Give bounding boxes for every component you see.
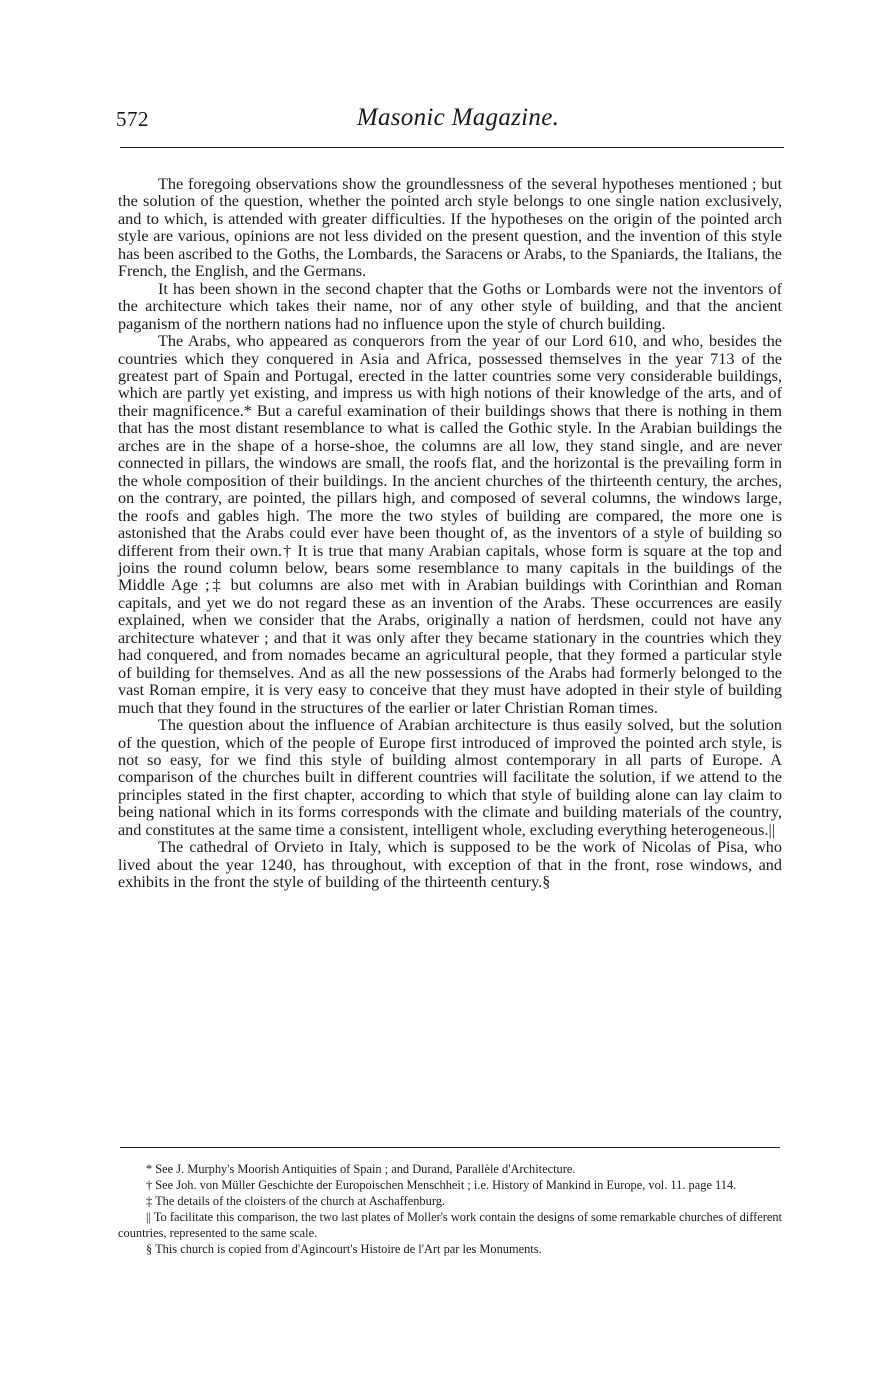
paragraph-2: It has been shown in the second chapter that the Goths or Lombards were not the inventors of the architecture which takes their name, nor of any other style of building, and that the ancient paganism of the northern nations had no influence upon the style of church building. <box>118 279 782 333</box>
footnote-rule <box>120 1147 780 1148</box>
paragraph-1: The foregoing observations show the groundlessness of the several hypotheses mentioned ; but the solution of the question, whether the pointed arch style belongs to one single nation exclusively, and to which, is attended with greater difficulties. If the hypotheses on the origin of the pointed arch style are various, opinions are not less divided on the present question, and the invention of this style has been ascribed to the Goths, the Lombards, the Saracens or Arabs, to the Spaniards, the Italians, the French, the English, and the Germans. <box>118 175 782 281</box>
running-title: Masonic Magazine. <box>356 104 560 131</box>
footnote-4: || To facilitate this comparison, the two last plates of Moller's work contain the designs of some remarkable churches of different countries, represented to the same scale. <box>118 1209 782 1240</box>
footnote-1: * See J. Murphy's Moorish Antiquities of Spain ; and Durand, Parallèle d'Architecture. <box>146 1162 576 1176</box>
paragraph-3: The Arabs, who appeared as conquerors from the year of our Lord 610, and who, besides the countries which they conquered in Asia and Africa, possessed themselves in the year 713 of the greatest part of Spain and Portugal, erected in the latter countries some very considerable buildings, which are partly yet existing, and impress us with high notions of their knowledge of the arts, and of their magnificence.* But a careful examination of their buildings shows that there is nothing in them that has the most distant resemblance to what is called the Gothic style. In the Arabian buildings the arches are in the shape of a horse-shoe, the columns are all low, they stand single, and are never connected in pillars, the windows are small, the roofs flat, and the horizontal is the prevailing form in the whole composition of their buildings. In the ancient churches of the thirteenth century, the arches, on the contrary, are pointed, the pillars high, and composed of several columns, the windows large, the roofs and gables high. The more the two styles of building are compared, the more one is astonished that the Arabs could ever have been thought of, as the inventors of a style of building so different from their own.† It is true that many Arabian capitals, whose form is square at the top and joins the round column below, bears some resemblance to many capitals in the buildings of the Middle Age ;‡ but columns are also met with in Arabian buildings with Corinthian and Roman capitals, and yet we do not regard these as an invention of the Arabs. These occurrences are easily explained, when we consider that the Arabs, originally a nation of herdsmen, could not have any architecture whatever ; and that it was only after they became stationary in the countries which they had conquered, and from nomades became an agricultural people, that they formed a particular style of building for themselves. And as all the new possessions of the Arabs had formerly belonged to the vast Roman empire, it is very easy to conceive that they must have adopted in their style of building much that they found in the structures of the earlier or later Christian Roman times. <box>118 332 782 717</box>
footnotes <box>118 1162 782 1257</box>
footnote-2: † See Joh. von Müller Geschichte der Europoischen Menschheit ; i.e. History of Mankind in Europe, vol. 11. page 114. <box>146 1177 737 1192</box>
body-text <box>118 176 782 892</box>
footnote-3: ‡ The details of the cloisters of the church at Aschaffenburg. <box>146 1193 446 1208</box>
paragraph-4: The question about the influence of Arabian architecture is thus easily solved, but the solution of the question, which of the people of Europe first introduced of improved the pointed arch style, is not so easy, for we find this style of building almost contemporary in all parts of Europe. A comparison of the churches built in different countries will facilitate the solution, if we attend to the principles stated in the first chapter, according to which that style of building alone can lay claim to being national which in its forms corresponds with the climate and building materials of the country, and constitutes at the same time a consistent, intelligent whole, excluding everything heterogeneous.|| <box>118 716 782 839</box>
header-rule <box>120 147 784 148</box>
footnote-5: § This church is copied from d'Agincourt's Histoire de l'Art par les Monuments. <box>146 1241 542 1256</box>
page-number: 572 <box>116 107 149 131</box>
paragraph-5: The cathedral of Orvieto in Italy, which is supposed to be the work of Nicolas of Pisa, who lived about the year 1240, has throughout, with exception of that in the front, rose windows, and exhibits in the front the style of building of the thirteenth century.§ <box>118 838 782 892</box>
